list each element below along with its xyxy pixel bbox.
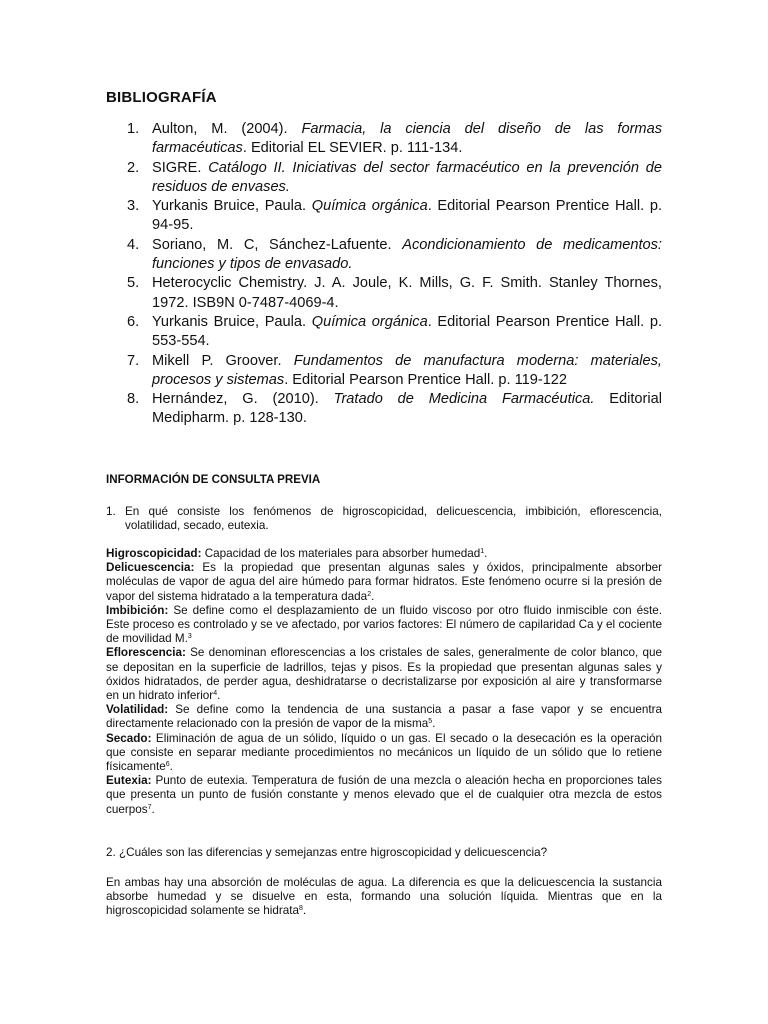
consulta-heading: INFORMACIÓN DE CONSULTA PREVIA [106, 473, 321, 486]
definition: Eflorescencia: Se denominan eflorescencias a los cristales de sales, generalmente de color blanco, que se depositan en la superficie de ladrillos, tejas y pisos. Es la propiedad que presentan algunas sales y óxidos hidratados, de perder agua, deshidratarse o decristalizarse por exposición al aire y transformarse en un hidrato inferior$^4$. [106, 646, 662, 703]
definition: Eutexia: Punto de eutexia. Temperatura de fusión de una mezcla o aleación hecha en proporciones tales que presenta un punto de fusión constante y menos elevado que el de cualquier otra mezcla de estos cuerpos$^7$. [106, 774, 662, 816]
question-1: 1. En qué consiste los fenómenos de higroscopicidad, delicuescencia, imbibición, eflorescencia, volatilidad, secado, eutexia. [106, 505, 662, 533]
bibliography-item: 8. Hernández, G. (2010). Tratado de Medicina Farmacéutica. Editorial Medipharm. p. 128-130. [127, 391, 662, 427]
question-2: 2. ¿Cuáles son las diferencias y semejanzas entre higroscopicidad y delicuescencia? [106, 846, 548, 859]
bibliography-item: 1. Aulton, M. (2004). Farmacia, la ciencia del diseño de las formas farmacéuticas. Editorial EL SEVIER. p. 111-134. [127, 121, 662, 157]
bibliography-item: 5. Heterocyclic Chemistry. J. A. Joule, K. Mills, G. F. Smith. Stanley Thornes, 1972. ISB9N 0-7487-4069-4. [127, 275, 662, 311]
bibliography-heading: BIBLIOGRAFÍA [106, 89, 217, 106]
bibliography-item: 4. Soriano, M. C, Sánchez-Lafuente. Acondicionamiento de medicamentos: funciones y tipos de envasado. [127, 236, 662, 273]
definition: Volatilidad: Se define como la tendencia de una sustancia a pasar a fase vapor y se encuentra directamente relacionado con la presión de vapor de la misma$^5$. [106, 703, 662, 731]
answer-2: En ambas hay una absorción de moléculas de agua. La diferencia es que la delicuescencia la sustancia absorbe humedad y se disuelve en esta, formando una solución líquida. Mientras que en la higroscopicidad solamente se hidrata$^8$. [106, 876, 662, 918]
bibliography-item: 6. Yurkanis Bruice, Paula. Química orgánica. Editorial Pearson Prentice Hall. p. 553-554. [127, 313, 662, 350]
bibliography-item: 2. SIGRE. Catálogo II. Iniciativas del sector farmacéutico en la prevención de residuos de envases. [127, 159, 662, 195]
bibliography-item: 3. Yurkanis Bruice, Paula. Química orgánica. Editorial Pearson Prentice Hall. p. 94-95. [127, 198, 662, 234]
definition: Delicuescencia: Es la propiedad que presentan algunas sales y óxidos, principalmente absorber moléculas de vapor de agua del aire húmedo para formar hidratos. Este fenómeno ocurre si la presión de vapor del sistema hidratado a la temperatura dada$^2$. [106, 561, 662, 603]
bibliography-list [106, 120, 662, 429]
definition: Higroscopicidad: Capacidad de los materiales para absorber humedad$^1$. [106, 547, 488, 560]
bibliography-item: 7. Mikell P. Groover. Fundamentos de manufactura moderna: materiales, procesos y sistemas. Editorial Pearson Prentice Hall. p. 119-122 [127, 352, 662, 388]
definition: Imbibición: Se define como el desplazamiento de un fluido viscoso por otro fluido inmiscible con éste. Este proceso es controlado y se ve afectado, por varios factores: El número de capilaridad Ca y el cociente de movilidad M.$^3$ [106, 603, 662, 646]
definitions-block [106, 547, 662, 817]
definition: Secado: Eliminación de agua de un sólido, líquido o un gas. El secado o la desecación es la operación que consiste en separar mediante procedimientos no mecánicos un líquido de un sólido que lo retiene físicamente$^6$. [106, 731, 662, 774]
